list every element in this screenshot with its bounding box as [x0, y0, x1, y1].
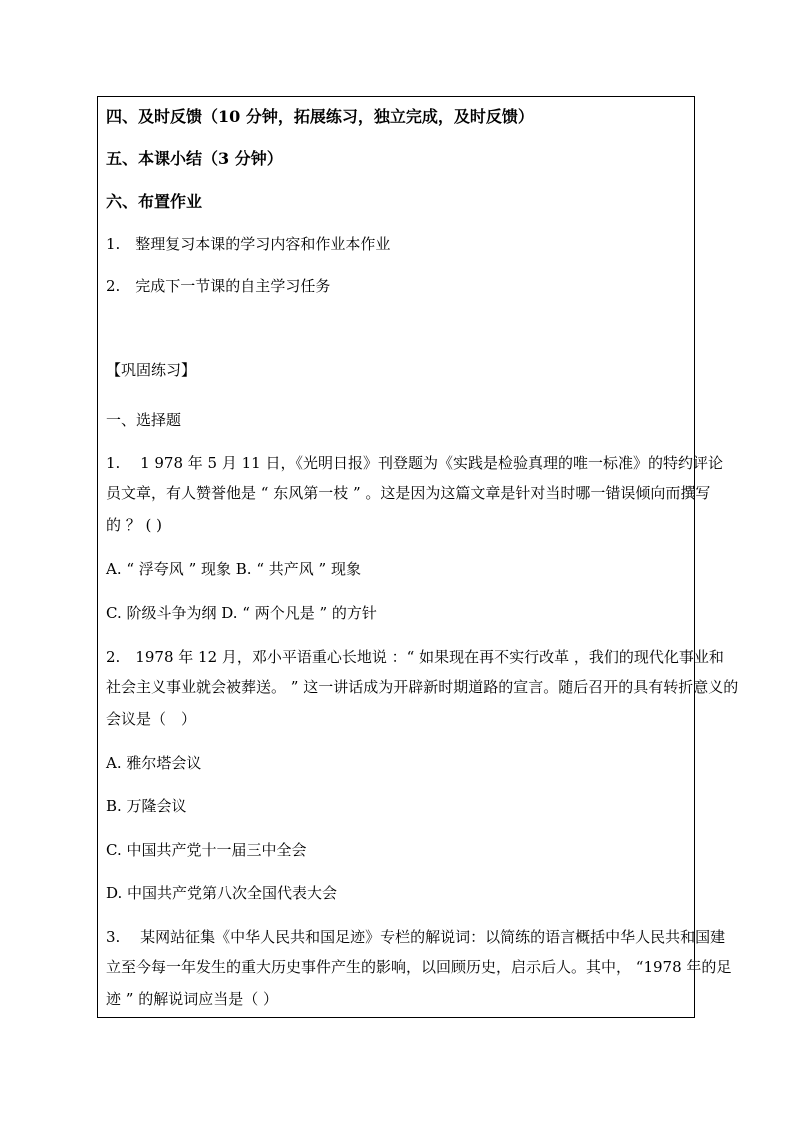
question-3-line-1: 3. 某网站征集《中华人民共和国足迹》专栏的解说词：以简练的语言概括中华人民共和国建	[106, 928, 726, 946]
question-3-line-2: 立至今每一年发生的重大历史事件产生的影响，以回顾历史，启示后人。其中， “1978 年的足	[106, 958, 732, 976]
question-1-line-1: 1. 1 978 年 5 月 11 日，《光明日报》刊登题为《实践是检验真理的唯一标准》的特约评论	[106, 454, 723, 472]
question-2-line-3: 会议是（ ）	[106, 710, 197, 728]
question-1-option-cd: C. 阶级斗争为纲 D. “ 两个凡是 ” 的方针	[106, 604, 377, 622]
question-2-option-b: B. 万隆会议	[106, 797, 187, 815]
homework-item-2: 2. 完成下一节课的自主学习任务	[106, 277, 331, 295]
question-2-option-a: A. 雅尔塔会议	[106, 754, 202, 772]
part-title: 一、选择题	[106, 411, 182, 429]
question-3-line-3: 迹 ” 的解说词应当是（ ）	[106, 990, 278, 1008]
homework-item-1: 1. 整理复习本课的学习内容和作业本作业	[106, 235, 391, 253]
section-6-heading: 六、布置作业	[106, 192, 203, 211]
section-5-heading: 五、本课小结（3 分钟）	[106, 149, 283, 168]
content-frame	[97, 96, 739, 1018]
question-2-line-2: 社会主义事业就会被葬送。 ” 这一讲话成为开辟新时期道路的宣言。随后召开的具有转折意义的	[106, 678, 739, 696]
question-1-line-3: 的 ？ ( )	[106, 516, 163, 534]
question-2-option-c: C. 中国共产党十一届三中全会	[106, 841, 307, 859]
question-2-option-d: D. 中国共产党第八次全国代表大会	[106, 884, 338, 902]
question-1-line-2: 员文章，有人赞誉他是 “ 东风第一枝 ” 。这是因为这篇文章是针对当时哪一错误倾向而撰写	[106, 484, 711, 502]
question-1-option-ab: A. “ 浮夸风 ” 现象 B. “ 共产风 ” 现象	[106, 560, 361, 578]
section-4-heading: 四、及时反馈（10 分钟，拓展练习，独立完成，及时反馈）	[106, 107, 534, 126]
question-2-line-1: 2. 1978 年 12 月，邓小平语重心长地说 ：“ 如果现在再不实行改革 ，我们的现代化事业和	[106, 648, 724, 666]
practice-title: 【巩固练习】	[106, 361, 197, 379]
